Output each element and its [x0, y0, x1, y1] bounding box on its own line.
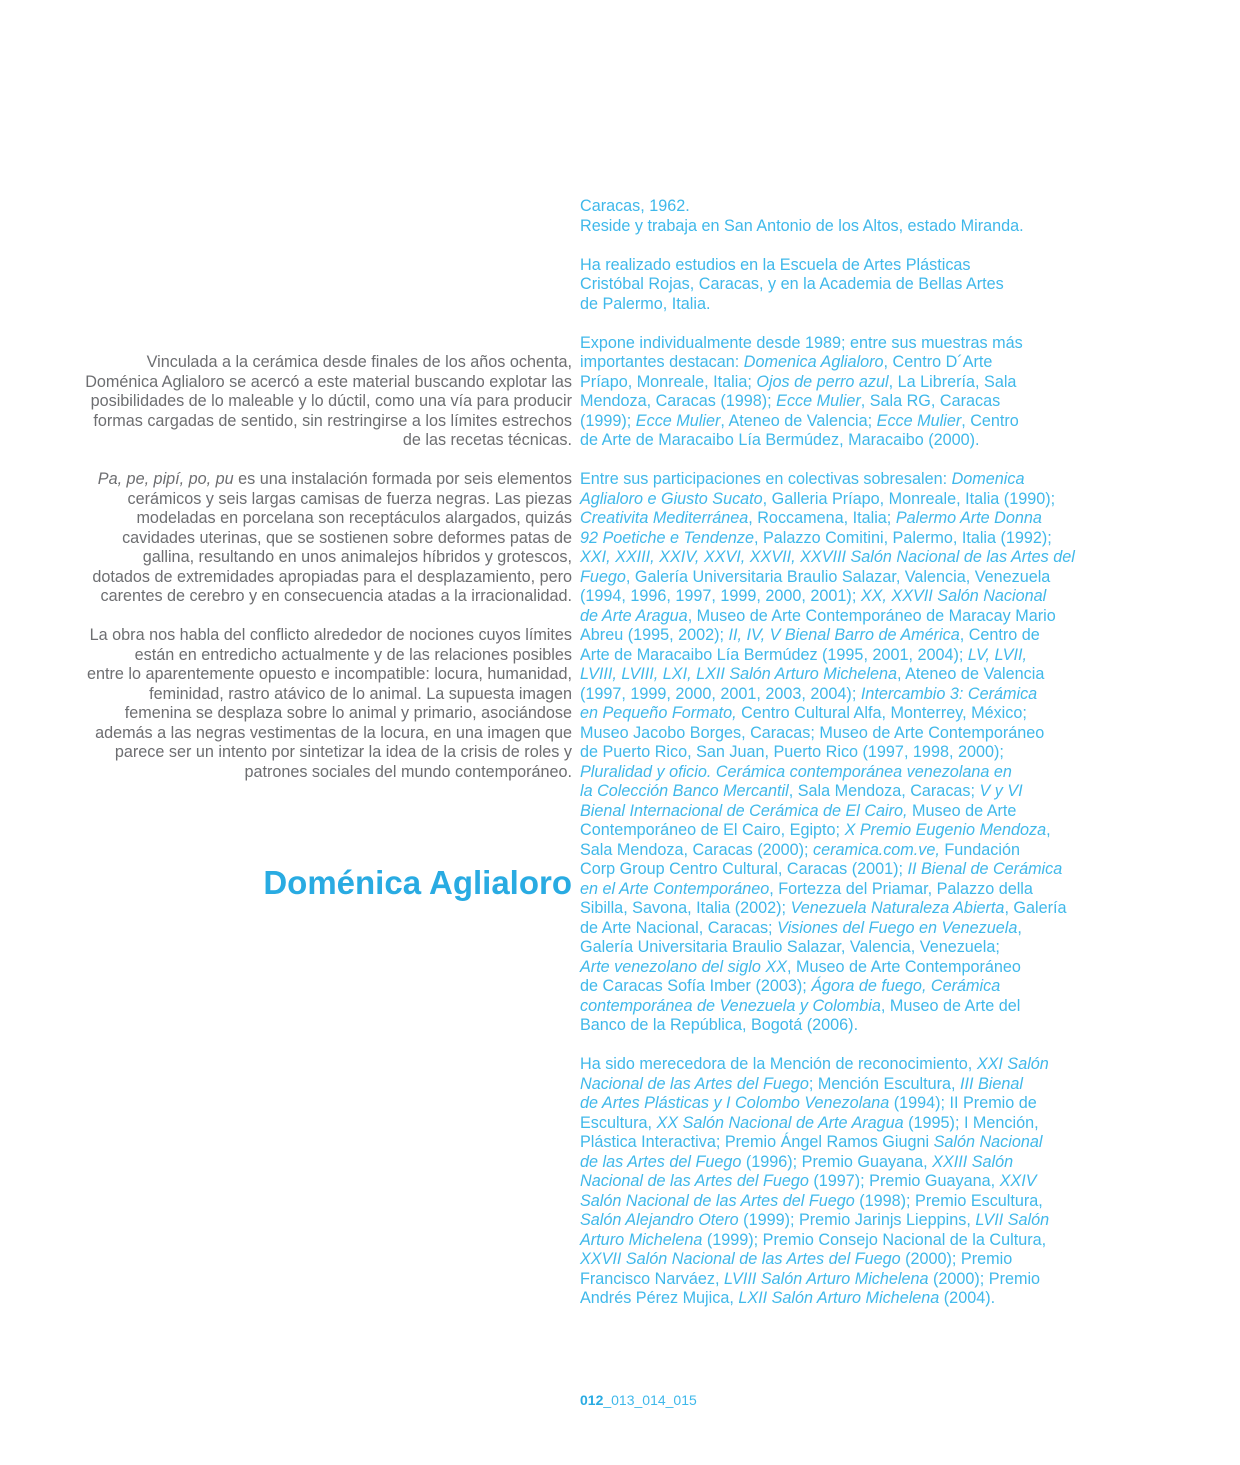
interpretation-line: entre lo aparentemente opuesto e incompatible: locura, humanidad,: [86, 665, 572, 683]
solo-line: [580, 412, 1100, 432]
group-line: [580, 919, 1100, 939]
group-text: , Museo de Arte Contemporáneo: [786, 957, 1021, 976]
interpretation-line: parece ser un intento por sintetizar la idea de la crisis de roles y: [114, 743, 572, 761]
solo-line: de Arte de Maracaibo Lía Bermúdez, Maracaibo (2000).: [580, 431, 980, 449]
interpretation-line: están en entredicho actualmente y de las relaciones posibles: [134, 645, 572, 664]
current-page-number: 012: [580, 1392, 604, 1408]
exhibition-title: LVIII, LVIII, LXI, LXII Salón Arturo Michelena: [580, 665, 898, 683]
interpretation-line: femenina se desplaza sobre lo animal y primario, asociándose: [124, 704, 572, 722]
awards-text: (2000); Premio: [900, 1250, 1013, 1268]
group-text: ,: [1046, 821, 1051, 839]
group-text: , Museo de Arte del: [880, 996, 1021, 1015]
interpretation-paragraph: [40, 626, 572, 782]
award-title: Nacional de las Artes del Fuego: [580, 1074, 809, 1093]
solo-exhibitions-paragraph: [580, 334, 1100, 451]
solo-text: , Centro: [961, 411, 1019, 430]
exhibition-title: Domenica: [951, 470, 1025, 488]
solo-text: (1999);: [580, 411, 636, 430]
installation-line: cavidades uterinas, que se sostienen sobre deformes patas de: [122, 528, 572, 547]
installation-line: carentes de cerebro y en consecuencia atadas a la irracionalidad.: [100, 587, 572, 605]
interpretation-line: además a las negras vestimentas de la locura, en una imagen que: [95, 723, 572, 742]
group-line: [580, 665, 1100, 685]
awards-line: [580, 1192, 1100, 1212]
awards-text: ; Mención Escultura,: [808, 1074, 961, 1093]
group-text: de Arte Nacional, Caracas;: [580, 918, 778, 937]
group-line: [580, 587, 1100, 607]
studies-line: Cristóbal Rojas, Caracas, y en la Academia de Bellas Artes: [580, 275, 1004, 293]
award-title: XXI Salón: [976, 1055, 1049, 1073]
exhibition-title: Venezuela Naturaleza Abierta: [790, 899, 1005, 917]
group-line: [580, 548, 1100, 568]
exhibition-title: XX, XXVII Salón Nacional: [860, 587, 1047, 605]
group-line: [580, 646, 1100, 666]
group-text: Sibilla, Savona, Italia (2002);: [580, 899, 791, 917]
group-text: , Galleria Príapo, Monreale, Italia (1990);: [762, 489, 1056, 508]
awards-line: [580, 1075, 1100, 1095]
award-title: XXIV: [999, 1172, 1037, 1190]
work-title: Pa, pe, pipí, po, pu: [97, 470, 234, 488]
group-line: Banco de la República, Bogotá (2006).: [580, 1016, 859, 1034]
exhibition-title: V y VI: [979, 782, 1023, 800]
awards-text: Escultura,: [580, 1113, 657, 1132]
residence-info: Reside y trabaja en San Antonio de los Altos, estado Miranda.: [580, 216, 1024, 235]
exhibition-title: II Bienal de Cerámica: [907, 860, 1063, 878]
solo-text: , Sala RG, Caracas: [860, 392, 1001, 410]
group-exhibitions-paragraph: [580, 470, 1100, 1036]
exhibition-title: contemporánea de Venezuela y Colombia: [580, 996, 881, 1015]
biography-column: [580, 197, 1100, 1328]
award-title: XXIII Salón: [932, 1152, 1014, 1171]
awards-text: (1996); Premio Guayana,: [741, 1152, 933, 1171]
intro-line: Vinculada a la cerámica desde finales de los años ochenta,: [146, 353, 572, 371]
award-title: Salón Nacional de las Artes del Fuego: [580, 1191, 855, 1210]
solo-line: [580, 392, 1100, 412]
group-text: , Palazzo Comitini, Palermo, Italia (1992);: [754, 528, 1052, 547]
award-title: III Bienal: [960, 1074, 1024, 1093]
group-text: , Centro de: [959, 626, 1040, 644]
exhibition-title: XXI, XXIII, XXIV, XXVI, XXVII, XXVIII Salón Nacional de las Artes del: [580, 548, 1075, 566]
group-line: [580, 529, 1100, 549]
awards-text: (1998); Premio Escultura,: [854, 1191, 1043, 1210]
exhibition-title: ceramica.com.ve,: [813, 840, 940, 859]
solo-text: Mendoza, Caracas (1998);: [580, 392, 777, 410]
award-title: Salón Nacional: [933, 1133, 1043, 1151]
exhibition-title: en Pequeño Formato,: [580, 704, 737, 722]
awards-text: (1995); I Mención,: [903, 1113, 1039, 1132]
group-text: , Sala Mendoza, Caracas;: [788, 782, 980, 800]
awards-line: [580, 1211, 1100, 1231]
exhibition-title: Fuego: [580, 567, 626, 586]
studies-line: Ha realizado estudios en la Escuela de Artes Plásticas: [580, 255, 971, 274]
group-line: [580, 958, 1100, 978]
group-line: [580, 509, 1100, 529]
group-text: Museo de Arte: [907, 801, 1017, 820]
solo-text: , Ateneo de Valencia;: [720, 411, 877, 430]
awards-paragraph: [580, 1055, 1100, 1309]
exhibition-title: Ágora de fuego, Cerámica: [811, 977, 1001, 995]
exhibition-title: 92 Poetiche e Tendenze: [580, 528, 755, 547]
exhibition-title: Ecce Mulier: [635, 411, 721, 430]
group-line: [580, 704, 1100, 724]
awards-line: [580, 1094, 1100, 1114]
group-line: [580, 470, 1100, 490]
group-line: [580, 977, 1100, 997]
award-title: XX Salón Nacional de Arte Aragua: [656, 1113, 904, 1132]
exhibition-title: Creativita Mediterránea: [580, 509, 749, 527]
exhibition-title: Bienal Internacional de Cerámica de El Cairo,: [580, 801, 908, 820]
bio-paragraph: [580, 197, 1100, 236]
awards-text: Francisco Narváez,: [580, 1269, 724, 1288]
awards-line: [580, 1133, 1100, 1153]
exhibition-title: Arte venezolano del siglo XX: [580, 957, 787, 976]
award-title: LVIII Salón Arturo Michelena: [723, 1269, 929, 1288]
awards-line: [580, 1114, 1100, 1134]
exhibition-title: la Colección Banco Mercantil: [580, 782, 789, 800]
award-title: LXII Salón Arturo Michelena: [738, 1289, 940, 1307]
interpretation-line: feminidad, rastro atávico de lo animal. La supuesta imagen: [149, 684, 572, 703]
studies-line: de Palermo, Italia.: [580, 294, 711, 313]
intro-line: de las recetas técnicas.: [402, 431, 572, 449]
group-line: de Puerto Rico, San Juan, Puerto Rico (1997, 1998, 2000);: [580, 743, 1004, 761]
group-line: Museo Jacobo Borges, Caracas; Museo de Arte Contemporáneo: [580, 723, 1045, 742]
solo-text: importantes destacan:: [580, 353, 744, 371]
group-line: Galería Universitaria Braulio Salazar, Valencia, Venezuela;: [580, 938, 1000, 956]
group-text: , Galería: [1004, 899, 1067, 917]
solo-line: [580, 353, 1100, 373]
page-numbers: [580, 1392, 697, 1408]
award-title: XXVII Salón Nacional de las Artes del Fuego: [580, 1250, 901, 1268]
group-text: , Galería Universitaria Braulio Salazar, Valencia, Venezuela: [625, 567, 1051, 586]
group-text: Corp Group Centro Cultural, Caracas (2001);: [580, 860, 908, 878]
studies-paragraph: [580, 256, 1100, 315]
group-line: [580, 607, 1100, 627]
group-line: [580, 490, 1100, 510]
group-text: (1994, 1996, 1997, 1999, 2000, 2001);: [580, 587, 861, 605]
exhibition-title: II, IV, V Bienal Barro de América: [728, 626, 960, 644]
exhibition-title: Ecce Mulier: [776, 392, 861, 410]
exhibition-title: de Arte Aragua: [580, 606, 688, 625]
awards-text: (1994); II Premio de: [889, 1094, 1037, 1112]
awards-line: [580, 1153, 1100, 1173]
solo-line: [580, 373, 1100, 393]
awards-line: [580, 1270, 1100, 1290]
exhibition-title: Visiones del Fuego en Venezuela: [777, 918, 1018, 937]
birth-info: Caracas, 1962.: [580, 197, 690, 215]
solo-text: , Centro D´Arte: [883, 353, 993, 371]
exhibition-title: Domenica Aglialoro: [743, 353, 884, 371]
interpretation-line: patrones sociales del mundo contemporáneo.: [244, 762, 572, 781]
interpretation-line: La obra nos habla del conflicto alrededor de nociones cuyos límites: [89, 626, 572, 644]
exhibition-title: Palermo Arte Donna: [895, 509, 1042, 527]
exhibition-title: Pluralidad y oficio. Cerámica contemporánea venezolana en: [580, 762, 1012, 781]
group-line: [580, 880, 1100, 900]
solo-text: , La Librería, Sala: [888, 372, 1017, 391]
group-line: [580, 841, 1100, 861]
installation-text: es una instalación formada por seis elementos: [233, 470, 572, 488]
group-text: , Roccamena, Italia;: [748, 509, 896, 527]
award-title: Arturo Michelena: [580, 1230, 703, 1249]
group-line: [580, 626, 1100, 646]
award-title: Salón Alejandro Otero: [580, 1211, 739, 1229]
other-page-numbers: _013_014_015: [603, 1392, 697, 1408]
awards-line: [580, 1231, 1100, 1251]
awards-text: (2004).: [939, 1289, 996, 1307]
installation-line: dotados de extremidades apropiadas para el desplazamiento, pero: [92, 567, 572, 586]
group-text: ,: [1017, 918, 1022, 937]
awards-line: [580, 1250, 1100, 1270]
group-line: [580, 802, 1100, 822]
intro-paragraph: [40, 353, 572, 451]
installation-line: cerámicos y seis largas camisas de fuerza negras. Las piezas: [127, 489, 572, 508]
group-text: Centro Cultural Alfa, Monterrey, México;: [736, 704, 1027, 722]
award-title: LVII Salón: [975, 1211, 1050, 1229]
intro-line: posibilidades de lo maleable y lo dúctil, como una vía para producir: [90, 392, 572, 410]
exhibition-title: Intercambio 3: Cerámica: [860, 684, 1038, 703]
installation-line: gallina, resultando en unos animalejos híbridos y grotescos,: [142, 548, 572, 566]
exhibition-title: Ojos de perro azul: [756, 372, 889, 391]
installation-line: modeladas en porcelana son receptáculos alargados, quizás: [136, 509, 572, 527]
solo-line: Expone individualmente desde 1989; entre sus muestras más: [580, 333, 1023, 352]
awards-line: [580, 1055, 1100, 1075]
award-title: de Artes Plásticas y I Colombo Venezolana: [580, 1094, 890, 1112]
group-line: [580, 763, 1100, 783]
group-text: , Museo de Arte Contemporáneo de Maracay Mario: [687, 606, 1056, 625]
awards-line: [580, 1172, 1100, 1192]
installation-line: [40, 470, 572, 490]
awards-text: Plástica Interactiva; Premio Ángel Ramos Giugni: [580, 1133, 934, 1151]
exhibition-title: X Premio Eugenio Mendoza: [844, 821, 1047, 839]
intro-line: formas cargadas de sentido, sin restringirse a los límites estrechos: [93, 411, 572, 430]
group-text: Fundación: [939, 840, 1020, 859]
exhibition-title: Aglialoro e Giusto Sucato: [580, 489, 763, 508]
group-text: (1997, 1999, 2000, 2001, 2003, 2004);: [580, 684, 861, 703]
installation-paragraph: [40, 470, 572, 607]
awards-text: (1997); Premio Guayana,: [808, 1172, 1000, 1190]
group-line: [580, 899, 1100, 919]
exhibition-title: Ecce Mulier: [876, 411, 962, 430]
group-text: Entre sus participaciones en colectivas sobresalen:: [580, 470, 952, 488]
group-line: [580, 685, 1100, 705]
awards-text: Andrés Pérez Mujica,: [580, 1289, 739, 1307]
exhibition-title: LV, LVII,: [967, 645, 1027, 664]
group-line: [580, 568, 1100, 588]
group-text: , Ateneo de Valencia: [897, 665, 1045, 683]
awards-text: (2000); Premio: [928, 1269, 1041, 1288]
award-title: de las Artes del Fuego: [580, 1152, 742, 1171]
group-line: [580, 997, 1100, 1017]
awards-text: (1999); Premio Jarinjs Lieppins,: [738, 1211, 976, 1229]
artist-name-heading: Doménica Aglialoro: [263, 864, 572, 901]
group-text: , Fortezza del Priamar, Palazzo della: [769, 879, 1033, 898]
group-line: [580, 821, 1100, 841]
awards-text: Ha sido merecedora de la Mención de reconocimiento,: [580, 1055, 977, 1073]
awards-text: (1999); Premio Consejo Nacional de la Cultura,: [702, 1230, 1047, 1249]
group-text: Arte de Maracaibo Lía Bermúdez (1995, 2001, 2004);: [580, 645, 968, 664]
group-line: [580, 860, 1100, 880]
awards-line: [580, 1289, 1100, 1309]
group-line: [580, 782, 1100, 802]
group-text: Abreu (1995, 2002);: [580, 626, 729, 644]
intro-line: Doménica Aglialoro se acercó a este material buscando explotar las: [85, 372, 572, 391]
group-text: Sala Mendoza, Caracas (2000);: [580, 840, 814, 859]
exhibition-title: en el Arte Contemporáneo: [580, 879, 770, 898]
solo-text: Príapo, Monreale, Italia;: [580, 372, 757, 391]
group-text: de Caracas Sofía Imber (2003);: [580, 977, 812, 995]
group-text: Contemporáneo de El Cairo, Egipto;: [580, 821, 845, 839]
award-title: Nacional de las Artes del Fuego: [580, 1172, 809, 1190]
